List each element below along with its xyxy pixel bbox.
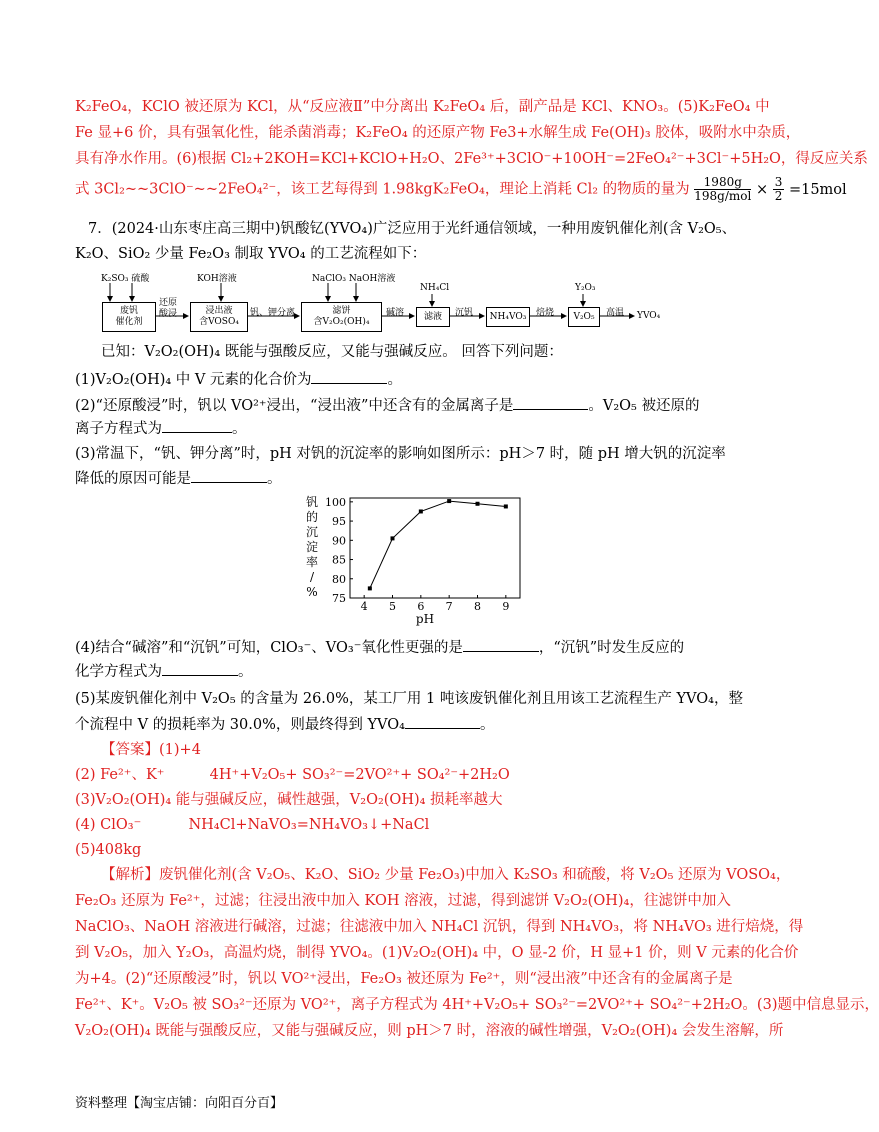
- flow-box-ammonium-vanadate: NH₄VO₃: [486, 307, 530, 327]
- chart-y-axis-label: [306, 494, 318, 599]
- flow-step-roast: 焙烧: [536, 308, 555, 318]
- x-axis-label: pH: [415, 612, 435, 626]
- y-tick-label: 85: [332, 553, 346, 567]
- question-2a-end: 。V₂O₅ 被还原的: [588, 398, 700, 414]
- x-tick-label: 9: [502, 600, 510, 613]
- answer-blank-3: [191, 468, 267, 483]
- y-tick-label: 90: [332, 534, 346, 548]
- data-point: [368, 586, 372, 590]
- answer-blank-2a: [513, 395, 588, 410]
- answer-1: (1)+4: [159, 742, 201, 758]
- question-4b-end: 。: [238, 664, 253, 680]
- flow-step-reduce-leach-1: 还原: [159, 298, 178, 308]
- question-2b: [75, 418, 247, 439]
- fraction-mass-numerator: 1980g: [694, 176, 751, 190]
- flow-arrows: [0, 0, 800, 340]
- answer-4-ion: (4) ClO₃⁻: [75, 817, 142, 833]
- flow-box-waste-catalyst-line-1: 废钒: [119, 306, 138, 316]
- question-5b: [75, 714, 494, 735]
- y-axis-label-char: 钒: [305, 495, 319, 509]
- question-5b-end: 。: [479, 717, 495, 733]
- y-axis-label-char: 沉: [305, 525, 319, 539]
- question-5b-text: 个流程中 V 的损耗率为 30.0%，则最终得到 YVO₄: [75, 717, 405, 733]
- question-4b-text: 化学方程式为: [75, 664, 162, 680]
- analysis-line-5: 为+4。(2)“还原酸浸”时，钒以 VO²⁺浸出，Fe₂O₃ 被还原为 Fe²⁺，则“浸出液”中还含有的金属离子是: [75, 971, 733, 987]
- flow-input-reagents-3: NaClO₃ NaOH溶液: [312, 274, 396, 284]
- answer-blank-1: [311, 369, 387, 384]
- question-stem-line-2: K₂O、SiO₂ 少量 Fe₂O₃ 制取 YVO₄ 的工艺流程如下：: [75, 246, 427, 262]
- flow-input-reagents-5: Y₂O₃: [575, 283, 596, 293]
- flow-input-reagents-2: KOH溶液: [197, 274, 237, 284]
- analysis-line-4: 到 V₂O₅，加入 Y₂O₃，高温灼烧，制得 YVO₄。(1)V₂O₂(OH)₄ 中，O 显-2 价，H 显+1 价，则 V 元素的化合价: [75, 945, 799, 961]
- data-point: [447, 499, 451, 503]
- data-point: [504, 504, 508, 508]
- y-axis-label-char: 淀: [305, 540, 319, 554]
- question-2a-text: (2)“还原酸浸”时，钒以 VO²⁺浸出，“浸出液”中还含有的金属离子是: [75, 398, 514, 414]
- question-4b: [75, 661, 253, 682]
- flow-input-reagents-1: K₂SO₃ 硫酸: [101, 274, 150, 284]
- x-tick-label: 4: [360, 600, 368, 613]
- analysis-tag: 【解析】: [101, 867, 159, 883]
- x-tick-label: 8: [474, 600, 481, 613]
- answer-4-equation: NH₄Cl+NaVO₃=NH₄VO₃↓+NaCl: [188, 817, 430, 833]
- series-line: [370, 501, 506, 588]
- flow-input-reagents-4: NH₄Cl: [420, 283, 450, 293]
- y-axis-label-char: 的: [305, 510, 319, 524]
- question-4a: [75, 637, 684, 658]
- known-info: 已知：V₂O₂(OH)₄ 既能与强酸反应，又能与强碱反应。 回答下列问题：: [101, 344, 563, 360]
- analysis-text-1: 废钒催化剂(含 V₂O₅、K₂O、SiO₂ 少量 Fe₂O₃)中加入 K₂SO₃ 和硫酸，将 V₂O₅ 还原为 VOSO₄，: [159, 867, 791, 883]
- analysis-line-3: NaClO₃、NaOH 溶液进行碱溶，过滤；往滤液中加入 NH₄Cl 沉钒，得到 NH₄VO₃，将 NH₄VO₃ 进行焙烧，得: [75, 919, 804, 935]
- y-axis-label-char: 率: [305, 555, 319, 569]
- question-4a-mid: ，“沉钒”时发生反应的: [538, 640, 685, 656]
- question-3a: (3)常温下，“钒、钾分离”时，pH 对钒的沉淀率的影响如图所示：pH＞7 时，随 pH 增大钒的沉淀率: [75, 446, 726, 462]
- flow-box-filter-cake-line-1: 滤饼: [332, 306, 351, 316]
- answer-2-equation: 4H⁺+V₂O₅+ SO₃²⁻=2VO²⁺+ SO₄²⁻+2H₂O: [209, 767, 510, 783]
- answer-blank-2b: [162, 418, 232, 433]
- y-tick-label: 95: [332, 515, 346, 529]
- data-point: [391, 536, 395, 540]
- flow-box-filter-cake: [301, 302, 382, 332]
- fraction-ratio-numerator: 3: [774, 175, 783, 189]
- chart-marks: [368, 499, 508, 590]
- question-3b-text: 降低的原因可能是: [75, 471, 191, 487]
- y-tick-label: 80: [332, 572, 346, 586]
- question-1-end: 。: [387, 372, 402, 388]
- flow-step-high-temp: 高温: [606, 308, 625, 318]
- prev-answer-line-4-text: 式 3Cl₂~~3ClO⁻~~2FeO₄²⁻，该工艺每得到 1.98kgK₂FeO₄，理论上消耗 Cl₂ 的物质的量为: [75, 181, 690, 198]
- flow-box-waste-catalyst-line-2: 催化剂: [115, 317, 143, 327]
- flow-box-v2o5: V₂O₅: [568, 307, 600, 327]
- answer-2-ions: (2) Fe²⁺、K⁺: [75, 767, 165, 783]
- chart-axes: [325, 496, 520, 626]
- question-stem-line-1: 7．(2024·山东枣庄高三期中)钒酸钇(YVO₄)广泛应用于光纤通信领域，一种用废钒催化剂(含 V₂O₅、: [88, 221, 737, 237]
- flow-box-leachate-line-1: 浸出液: [205, 306, 233, 316]
- prev-answer-line-3: 具有净水作用。(6)根据 Cl₂+2KOH=KCl+KClO+H₂O、2Fe³⁺+3ClO⁻+10OH⁻=2FeO₄²⁻+3Cl⁻+5H₂O，得反应关系: [75, 151, 868, 167]
- answer-5: (5)408kg: [75, 842, 142, 858]
- flow-box-filter-cake-line-2: 含V₂O₂(OH)₄: [313, 317, 370, 327]
- answer-blank-4b: [162, 661, 238, 676]
- flow-box-leachate: [190, 302, 248, 332]
- times-sign: ×: [755, 181, 769, 198]
- fraction-ratio-denominator: 2: [774, 189, 783, 203]
- question-3b: [75, 468, 282, 489]
- answer-blank-5: [405, 714, 480, 729]
- analysis-line-2: Fe₂O₃ 还原为 Fe²⁺，过滤；往浸出液中加入 KOH 溶液，过滤，得到滤饼 V₂O₂(OH)₄，往滤饼中加入: [75, 893, 731, 909]
- flow-box-waste-catalyst: [102, 302, 156, 332]
- question-1: [75, 369, 402, 390]
- data-point: [476, 502, 480, 506]
- question-2a: [75, 395, 699, 416]
- answer-line-4: [75, 815, 429, 835]
- y-tick-label: 75: [332, 592, 346, 605]
- analysis-line-7: V₂O₂(OH)₄ 既能与强酸反应，又能与强碱反应，则 pH＞7 时，溶液的碱性增强，V₂O₂(OH)₄ 会发生溶解，所: [75, 1023, 784, 1039]
- analysis-line-6: Fe²⁺、K⁺。V₂O₅ 被 SO₃²⁻还原为 VO²⁺，离子方程式为 4H⁺+V₂O₅+ SO₃²⁻=2VO²⁺+ SO₄²⁻+2H₂O。(3)题中信息显示，: [75, 997, 879, 1013]
- vanadium-precipitation-chart: [300, 490, 530, 625]
- flow-product: YVO₄: [637, 311, 661, 321]
- chart-svg: [300, 490, 530, 625]
- page-footer: 资料整理【淘宝店铺：向阳百分百】: [75, 1096, 284, 1111]
- question-4a-text: (4)结合“碱溶”和“沉钒”可知，ClO₃⁻、VO₃⁻氧化性更强的是: [75, 640, 463, 656]
- flow-step-reduce-leach-2: 酸浸: [159, 309, 178, 319]
- flow-step-precipitate: 沉钒: [455, 308, 474, 318]
- y-axis-label-char: %: [306, 585, 318, 599]
- x-tick-label: 6: [417, 600, 425, 613]
- flow-step-alkali-dissolve: 碱溶: [386, 308, 405, 318]
- flow-box-leachate-line-2: 含VOSO₄: [199, 317, 239, 327]
- answer-line-2: [75, 765, 510, 785]
- data-point: [419, 509, 423, 513]
- flow-step-separation: 钒、钾分离: [250, 308, 296, 318]
- prev-answer-line-2: Fe 显+6 价，具有强氧化性，能杀菌消毒；K₂FeO₄ 的还原产物 Fe3+水解生成 Fe(OH)₃ 胶体，吸附水中杂质，: [75, 125, 801, 141]
- x-tick-label: 7: [445, 600, 453, 613]
- calc-result: =15mol: [788, 181, 847, 198]
- answer-tag: 【答案】: [101, 742, 159, 758]
- question-3b-end: 。: [267, 471, 282, 487]
- question-1-text: (1)V₂O₂(OH)₄ 中 V 元素的化合价为: [75, 372, 312, 388]
- x-tick-label: 5: [389, 600, 396, 613]
- y-tick-label: 100: [325, 495, 346, 509]
- analysis-line-1: [101, 865, 790, 885]
- answer-line-1: [101, 740, 201, 760]
- question-2b-end: 。: [232, 421, 247, 437]
- question-5a: (5)某废钒催化剂中 V₂O₅ 的含量为 26.0%，某工厂用 1 吨该废钒催化剂且用该工艺流程生产 YVO₄，整: [75, 691, 743, 707]
- fraction-mass-denominator: 198g/mol: [694, 189, 752, 203]
- flow-box-filtrate: 滤液: [416, 307, 450, 327]
- question-2b-text: 离子方程式为: [75, 421, 162, 437]
- y-axis-label-char: /: [309, 570, 315, 584]
- answer-blank-4a: [463, 637, 539, 652]
- chart-plot-frame: [350, 498, 520, 598]
- prev-answer-line-1: K₂FeO₄，KClO 被还原为 KCl，从“反应液Ⅱ”中分离出 K₂FeO₄ 后，副产品是 KCl、KNO₃。(5)K₂FeO₄ 中: [75, 99, 770, 115]
- answer-3: (3)V₂O₂(OH)₄ 能与强碱反应，碱性越强，V₂O₂(OH)₄ 损耗率越大: [75, 792, 503, 808]
